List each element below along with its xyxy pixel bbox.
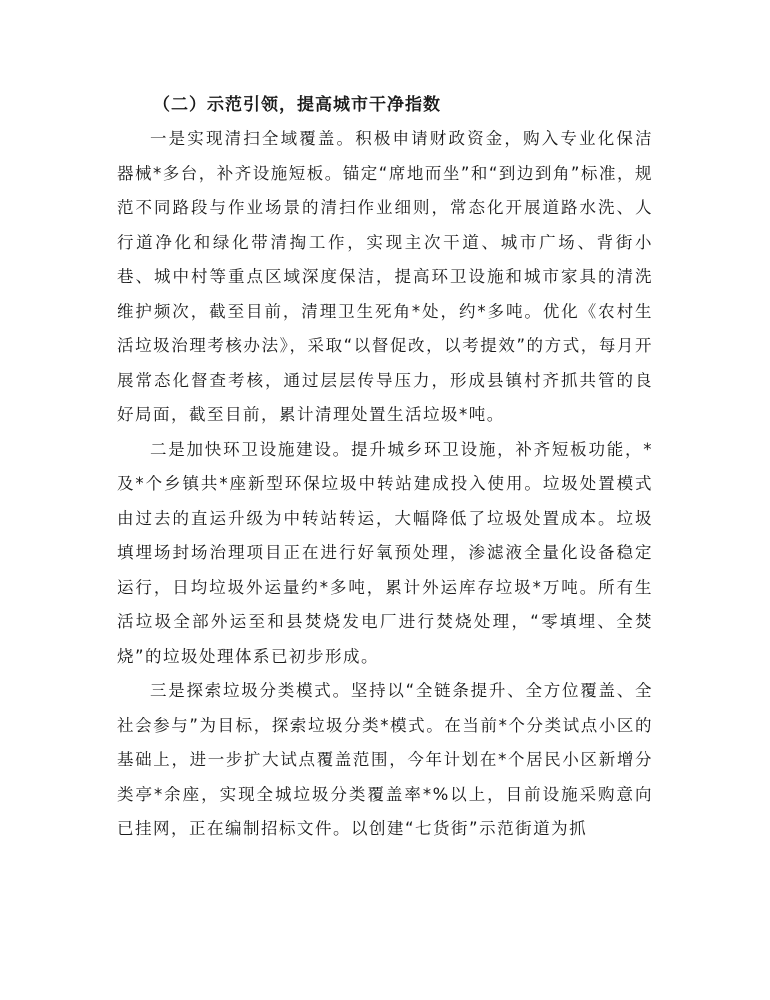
document-body bbox=[117, 88, 653, 847]
paragraph-cleaning-coverage: 一是实现清扫全域覆盖。积极申请财政资金，购入专业化保洁器械*多台，补齐设施短板。锚定“席地而坐”和“到边到角”标准，规范不同路段与作业场景的清扫作业细则，常态化开展道路水洗、人行道净化和绿化带清掏工作，实现主次干道、城市广场、背街小巷、城中村等重点区域深度保洁，提高环卫设施和城市家具的清洗维护频次，截至目前，清理卫生死角*处，约*多吨。优化《农村生活垃圾治理考核办法》，采取“以督促改，以考提效”的方式，每月开展常态化督查考核，通过层层传导压力，形成县镇村齐抓共管的良好局面，截至目前，累计清理处置生活垃圾*吨。 bbox=[117, 129, 653, 424]
section-heading: （二）示范引领，提高城市干净指数 bbox=[153, 95, 441, 115]
paragraph-sanitation-facilities: 二是加快环卫设施建设。提升城乡环卫设施，补齐短板功能，*及*个乡镇共*座新型环保垃圾中转站建成投入使用。垃圾处置模式由过去的直运升级为中转站转运，大幅降低了垃圾处置成本。垃圾填埋场封场治理项目正在进行好氧预处理，渗滤液全量化设备稳定运行，日均垃圾外运量约*多吨，累计外运库存垃圾*万吨。所有生活垃圾全部外运至和县焚烧发电厂进行焚烧处理，“零填埋、全焚烧”的垃圾处理体系已初步形成。 bbox=[117, 439, 653, 666]
paragraph-waste-sorting: 三是探索垃圾分类模式。坚持以“全链条提升、全方位覆盖、全社会参与”为目标，探索垃圾分类*模式。在当前*个分类试点小区的基础上，进一步扩大试点覆盖范围，今年计划在*个居民小区新增分类亭*余座，实现全城垃圾分类覆盖率*%以上，目前设施采购意向已挂网，正在编制招标文件。以创建“七货街”示范街道为抓 bbox=[117, 681, 653, 838]
